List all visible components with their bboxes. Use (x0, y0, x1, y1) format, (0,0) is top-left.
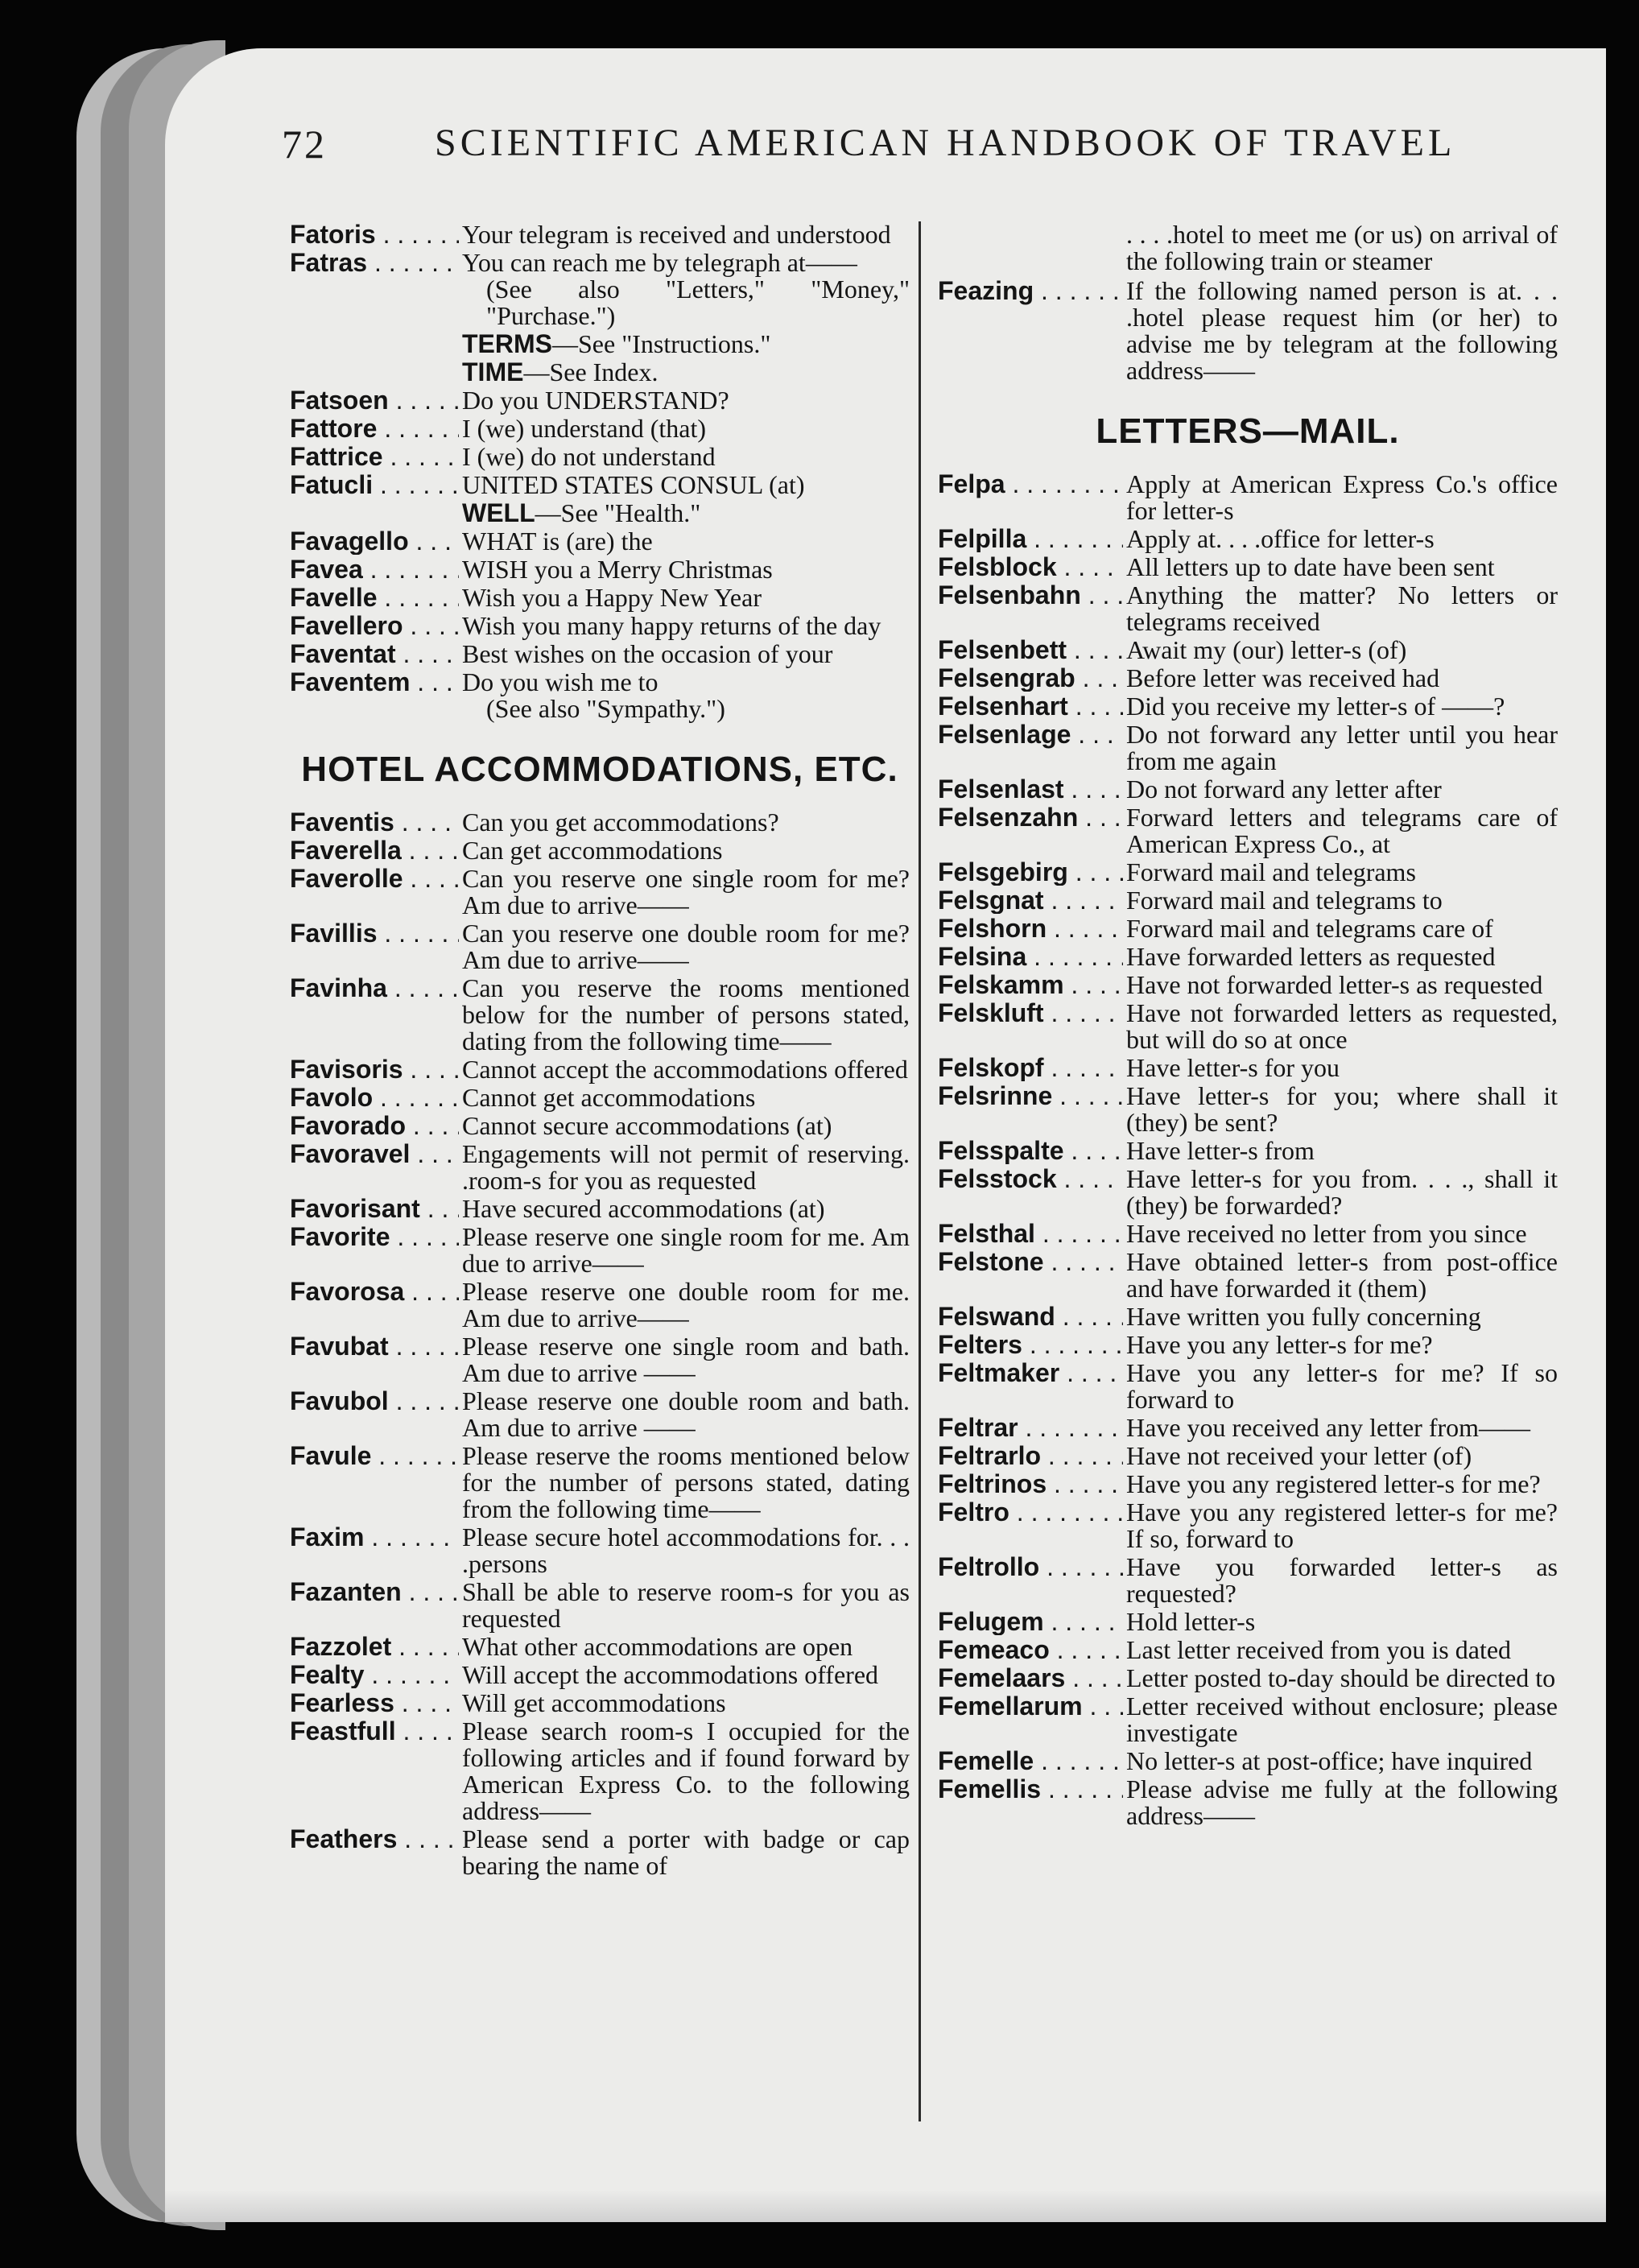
code-word: Favoravel . . . (290, 1141, 459, 1194)
code-word: Feastfull . . . (290, 1718, 459, 1824)
code-meaning: Anything the matter? No letters or telegrams received (1126, 580, 1558, 636)
code-meaning: Have you received any letter from—— (1126, 1413, 1531, 1442)
code-entry (938, 1303, 1558, 1330)
code-word: Femeaco . . . (938, 1637, 1123, 1663)
code-word: Felters . . . (938, 1332, 1123, 1358)
code-meaning: Before letter was received had (1126, 663, 1440, 692)
code-entry (938, 1249, 1558, 1302)
code-word: Favelle . . . (290, 585, 459, 611)
code-word: Femelle . . . (938, 1748, 1123, 1774)
code-entry (938, 776, 1558, 803)
code-entry (290, 865, 910, 919)
code-meaning: Wish you a Happy New Year (462, 583, 762, 612)
code-meaning: Have letter-s for you; where shall it (they) be sent? (1126, 1081, 1558, 1137)
code-entry (938, 526, 1558, 552)
code-meaning: Have not received your letter (of) (1126, 1441, 1472, 1470)
code-word: Favorite . . . (290, 1224, 459, 1277)
code-meaning: Will accept the accommodations offered (462, 1660, 879, 1689)
code-entry (938, 1166, 1558, 1219)
code-meaning: Can you get accommodations? (462, 808, 779, 837)
code-entry (290, 1196, 910, 1222)
code-meaning: Your telegram is received and understood (462, 220, 891, 249)
code-entry (938, 582, 1558, 635)
code-entry (938, 1609, 1558, 1635)
code-meaning: Have letter-s for you from. . . ., shall it (they) be forwarded? (1126, 1164, 1558, 1220)
code-entry (290, 1113, 910, 1139)
code-word: Felsina . . . (938, 944, 1123, 970)
code-meaning: Please secure hotel accommodations for. . . .persons (462, 1522, 910, 1578)
code-meaning: Shall be able to reserve room-s for you as requested (462, 1577, 910, 1633)
cross-reference-line (290, 331, 910, 357)
code-meaning: Please reserve the rooms mentioned below for the number of persons stated, dating from the following time—— (462, 1441, 910, 1523)
code-word: Favisoris . . . (290, 1056, 459, 1083)
code-entry (290, 809, 910, 836)
cross-reference-line (290, 500, 910, 527)
code-entry (290, 1279, 910, 1332)
code-meaning: Please search room-s I occupied for the following articles and if found forward by American Express Co. to the following address—— (462, 1716, 910, 1825)
code-meaning: Please send a porter with badge or cap bearing the name of (462, 1824, 910, 1880)
code-entry (938, 1748, 1558, 1774)
code-word: Femellis . . . (938, 1776, 1123, 1829)
code-entry (290, 250, 910, 329)
code-word: Feazing . . . (938, 278, 1123, 384)
code-entry (290, 920, 910, 973)
code-word: Felpilla . . . (938, 526, 1123, 552)
code-entry (290, 613, 910, 639)
code-entry (290, 1224, 910, 1277)
code-word: Faverolle . . . (290, 865, 459, 919)
code-word: Fattore . . . (290, 415, 459, 442)
code-entry (290, 1579, 910, 1632)
code-meaning: Please reserve one single room and bath. Am due to arrive —— (462, 1332, 910, 1387)
code-entry (290, 444, 910, 470)
code-meaning: Can you reserve one double room for me? Am due to arrive—— (462, 919, 910, 974)
code-entry (290, 556, 910, 583)
code-word: Feltrinos . . . (938, 1471, 1123, 1498)
code-entry (290, 1333, 910, 1386)
code-word: Felsspalte . . . (938, 1138, 1123, 1164)
code-word: Felsrinne . . . (938, 1083, 1123, 1136)
code-word: Favorado . . . (290, 1113, 459, 1139)
code-word: Felsgnat . . . (938, 887, 1123, 914)
code-word: Favillis . . . (290, 920, 459, 973)
code-meaning: Can get accommodations (462, 836, 723, 865)
code-meaning: Have you any registered letter-s for me? If so, forward to (1126, 1498, 1558, 1553)
code-entry (290, 585, 910, 611)
code-word: Felshorn . . . (938, 915, 1123, 942)
code-meaning: Forward mail and telegrams (1126, 857, 1416, 886)
code-meaning: Can you reserve the rooms mentioned below for the number of persons stated, dating from the following time—— (462, 973, 910, 1056)
code-word: Felsblock . . . (938, 554, 1123, 580)
section-title-letters: LETTERS—MAIL. (1096, 411, 1400, 451)
code-entry (938, 665, 1558, 692)
code-entry (290, 669, 910, 722)
section-title-hotel: HOTEL ACCOMMODATIONS, ETC. (301, 750, 898, 789)
code-meaning: Did you receive my letter-s of ——? (1126, 692, 1505, 721)
code-meaning: Do you wish me to (See also "Sympathy.") (459, 669, 910, 722)
code-meaning: Cannot get accommodations (462, 1083, 756, 1112)
code-entry (938, 1055, 1558, 1081)
code-entry (938, 1776, 1558, 1829)
code-entry (290, 837, 910, 864)
code-meaning: Have you any letter-s for me? (1126, 1330, 1433, 1359)
code-meaning: Have letter-s for you (1126, 1053, 1340, 1082)
code-meaning: Have secured accommodations (at) (462, 1194, 825, 1223)
right-column (938, 221, 1558, 1831)
code-meaning: UNITED STATES CONSUL (at) (462, 470, 805, 499)
code-entry (290, 528, 910, 555)
cross-reference-text: —See Index. (523, 357, 658, 386)
code-entry (938, 1471, 1558, 1498)
code-meaning: Please reserve one single room for me. Am due to arrive—— (462, 1222, 910, 1278)
code-meaning: Have obtained letter-s from post-office and have forwarded it (them) (1126, 1247, 1558, 1303)
code-entry (938, 278, 1558, 384)
page-header (282, 105, 1538, 193)
code-entry (938, 693, 1558, 720)
code-word: Faverella . . . (290, 837, 459, 864)
code-entry (938, 1665, 1558, 1692)
subject-heading: TIME (462, 357, 524, 386)
code-entry (290, 1084, 910, 1111)
code-word: Feltrarlo . . . (938, 1443, 1123, 1469)
code-meaning: Can you reserve one single room for me? Am due to arrive—— (462, 864, 910, 919)
code-entry (290, 472, 910, 498)
code-meaning: Letter posted to-day should be directed to (1126, 1663, 1556, 1692)
subject-heading: WELL (462, 498, 535, 527)
code-entry (938, 1332, 1558, 1358)
code-entry (938, 1499, 1558, 1552)
code-meaning: Apply at American Express Co.'s office for letter-s (1126, 469, 1558, 525)
code-word: Favubol . . . (290, 1388, 459, 1441)
code-entry (290, 387, 910, 414)
code-meaning: You can reach me by telegraph at—— (See also "Letters," "Money," "Purchase.") (462, 248, 910, 330)
code-entry (290, 1056, 910, 1083)
code-word: Favolo . . . (290, 1084, 459, 1111)
code-meaning: Have letter-s from (1126, 1136, 1315, 1165)
code-meaning: If the following named person is at. . . .hotel please request him (or her) to advise me by telegram at the following address—— (1126, 276, 1558, 385)
code-meaning: Do you UNDERSTAND? (462, 386, 729, 415)
code-word: Favorosa . . . (290, 1279, 459, 1332)
code-meaning: Apply at. . . .office for letter-s (1126, 524, 1435, 553)
code-meaning: WISH you a Merry Christmas (462, 555, 773, 584)
code-word: Fatucli . . . (290, 472, 459, 498)
code-word: Favagello . . . (290, 528, 459, 555)
code-word: Favorisant . . . (290, 1196, 459, 1222)
code-meaning: Please reserve one double room for me. Am due to arrive—— (462, 1277, 910, 1332)
code-meaning: Forward letters and telegrams care of American Express Co., at (1126, 803, 1558, 858)
code-entry (938, 721, 1558, 775)
code-word: Felskopf . . . (938, 1055, 1123, 1081)
code-meaning: Have received no letter from you since (1126, 1219, 1527, 1248)
code-word: Faxim . . . (290, 1524, 459, 1577)
code-word: Felugem . . . (938, 1609, 1123, 1635)
book-page (165, 48, 1606, 2222)
code-word: Felsenlage . . . (938, 721, 1123, 775)
code-meaning: All letters up to date have been sent (1126, 552, 1495, 581)
cross-reference-text: —See "Health." (535, 498, 701, 527)
code-entry (938, 1443, 1558, 1469)
code-entry (938, 972, 1558, 998)
code-word: Favellero . . . (290, 613, 459, 639)
code-word: Felswand . . . (938, 1303, 1123, 1330)
code-meaning: Have not forwarded letter-s as requested (1126, 970, 1543, 999)
code-entry (938, 1554, 1558, 1607)
code-word: Femelaars . . . (938, 1665, 1123, 1692)
code-word: Fattrice . . . (290, 444, 459, 470)
column-divider (919, 221, 921, 2121)
cross-reference-text: —See "Instructions." (552, 329, 771, 358)
code-entry (290, 1718, 910, 1824)
code-word: Felskamm . . . (938, 972, 1123, 998)
code-meaning: What other accommodations are open (462, 1632, 853, 1661)
code-meaning: Have written you fully concerning (1126, 1302, 1481, 1331)
code-entry (938, 1693, 1558, 1746)
code-entry (290, 1524, 910, 1577)
code-word: Fatras . . . (290, 250, 459, 329)
code-meaning: Hold letter-s (1126, 1607, 1256, 1636)
page-number: 72 (282, 122, 327, 167)
code-word: Felsenbahn . . . (938, 582, 1123, 635)
code-word: Fatoris . . . (290, 221, 459, 248)
left-column (290, 221, 910, 1881)
code-entry (290, 1634, 910, 1660)
code-word: Felpa . . . (938, 471, 1123, 524)
code-entry (938, 1138, 1558, 1164)
code-entry (938, 915, 1558, 942)
code-word: Felsenlast . . . (938, 776, 1123, 803)
code-word: Felsenbett . . . (938, 637, 1123, 663)
code-word: Felstone . . . (938, 1249, 1123, 1302)
code-meaning: Have not forwarded letters as requested, but will do so at once (1126, 998, 1558, 1054)
code-word: Felsenzahn . . . (938, 804, 1123, 857)
code-word: Fearless . . . (290, 1690, 459, 1716)
code-word: Favule . . . (290, 1443, 459, 1522)
cross-reference-note: (See also "Sympathy.") (486, 694, 725, 723)
code-word: Feltro . . . (938, 1499, 1123, 1552)
code-word: Felskluft . . . (938, 1000, 1123, 1053)
code-meaning: Please advise me fully at the following address—— (1126, 1774, 1558, 1830)
code-word: Fatsoen . . . (290, 387, 459, 414)
code-meaning: Wish you many happy returns of the day (462, 611, 881, 640)
code-word: Femellarum . . . (938, 1693, 1123, 1746)
code-meaning: Have you any registered letter-s for me? (1126, 1469, 1541, 1498)
code-entry (938, 1000, 1558, 1053)
subject-heading: TERMS (462, 329, 552, 358)
code-entry (290, 1388, 910, 1441)
code-meaning: Forward mail and telegrams to (1126, 886, 1443, 915)
code-word: Felsgebirg . . . (938, 859, 1123, 886)
code-word: Faventat . . . (290, 641, 459, 667)
code-meaning: Cannot secure accommodations (at) (462, 1111, 832, 1140)
code-meaning: Cannot accept the accommodations offered (462, 1055, 908, 1084)
code-entry (938, 1637, 1558, 1663)
code-meaning: Best wishes on the occasion of your (462, 639, 833, 668)
code-meaning: I (we) do not understand (462, 442, 716, 471)
code-entry (938, 1360, 1558, 1413)
code-entry (290, 641, 910, 667)
cross-reference-line (290, 359, 910, 386)
code-word: Favinha . . . (290, 975, 459, 1055)
code-word: Feltrollo . . . (938, 1554, 1123, 1607)
code-meaning: Do not forward any letter after (1126, 775, 1442, 804)
code-meaning: Forward mail and telegrams care of (1126, 914, 1493, 943)
code-meaning: Engagements will not permit of reserving. .room-s for you as requested (462, 1139, 910, 1195)
code-meaning: Please reserve one double room and bath. Am due to arrive —— (462, 1386, 910, 1442)
code-word: Fazzolet . . . (290, 1634, 459, 1660)
code-meaning: Last letter received from you is dated (1126, 1635, 1512, 1664)
code-entry (290, 1662, 910, 1688)
code-meaning: Have you any letter-s for me? If so forward to (1126, 1358, 1558, 1414)
code-entry (938, 1221, 1558, 1247)
code-word: Favea . . . (290, 556, 459, 583)
code-meaning: Have you forwarded letter-s as requested? (1126, 1552, 1558, 1608)
code-word: Felsthal . . . (938, 1221, 1123, 1247)
code-word: Feltrar . . . (938, 1415, 1123, 1441)
code-entry (938, 1415, 1558, 1441)
code-entry (290, 1443, 910, 1522)
code-entry (290, 975, 910, 1055)
code-word: Feathers . . . (290, 1826, 459, 1879)
code-meaning: Do not forward any letter until you hear from me again (1126, 720, 1558, 775)
code-entry (938, 859, 1558, 886)
cross-reference-note: (See also "Letters," "Money," "Purchase.") (486, 275, 910, 330)
running-title: SCIENTIFIC AMERICAN HANDBOOK OF TRAVEL (435, 122, 1456, 164)
code-entry (938, 471, 1558, 524)
code-entry (938, 944, 1558, 970)
code-entry (290, 1141, 910, 1194)
code-entry (938, 804, 1558, 857)
code-word: Fealty . . . (290, 1662, 459, 1688)
code-entry (290, 1826, 910, 1879)
code-meaning: Letter received without enclosure; please investigate (1126, 1692, 1558, 1747)
code-word: Feltmaker . . . (938, 1360, 1123, 1413)
code-meaning: I (we) understand (that) (462, 414, 706, 443)
code-word: Felsengrab . . . (938, 665, 1123, 692)
code-word: Faventis . . . (290, 809, 459, 836)
code-word: Faventem . . . (290, 669, 459, 722)
code-entry (290, 415, 910, 442)
code-entry (938, 887, 1558, 914)
code-meaning: Await my (our) letter-s (of) (1126, 635, 1407, 664)
code-meaning: Will get accommodations (462, 1688, 726, 1717)
code-entry (938, 637, 1558, 663)
code-entry (290, 221, 910, 248)
code-meaning: Have forwarded letters as requested (1126, 942, 1496, 971)
code-entry (290, 1690, 910, 1716)
code-entry (938, 554, 1558, 580)
code-word: Favubat . . . (290, 1333, 459, 1386)
code-word: Felsenhart . . . (938, 693, 1123, 720)
continued-entry-text: . . . .hotel to meet me (or us) on arrival of the following train or steamer (1126, 220, 1558, 275)
code-word: Felsstock . . . (938, 1166, 1123, 1219)
code-meaning: WHAT is (are) the (462, 527, 653, 556)
code-entry (938, 1083, 1558, 1136)
code-meaning: No letter-s at post-office; have inquired (1126, 1746, 1533, 1775)
code-word: Fazanten . . . (290, 1579, 459, 1632)
